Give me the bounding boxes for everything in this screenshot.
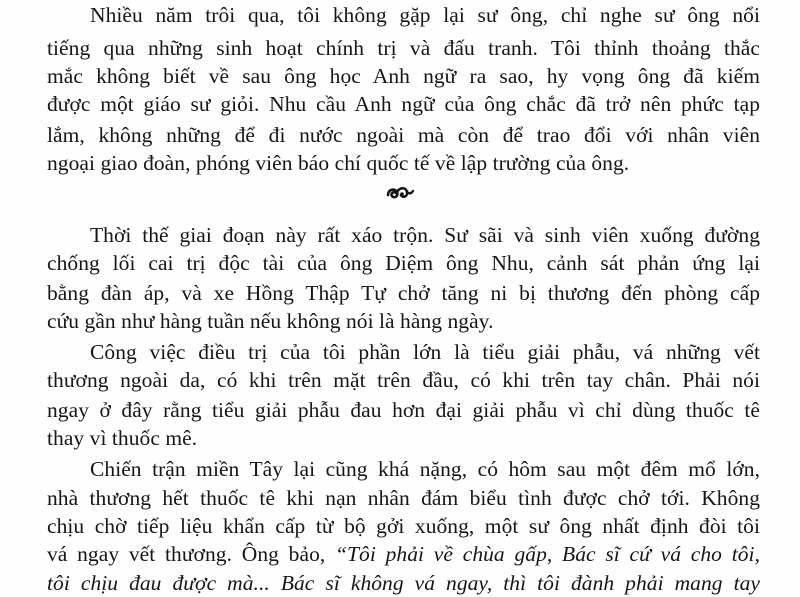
paragraph-2-line-4: cứu gần như hàng tuần nếu không nói là hàng ngày. bbox=[47, 309, 494, 333]
paragraph-3-line-2: thương ngoài da, có khi trên mặt trên đầu, có khi trên tay chân. Phải nói bbox=[47, 368, 760, 392]
paragraph-1-line-6: ngoại giao đoàn, phóng viên báo chí quốc tế về lập trường của ông. bbox=[47, 151, 630, 175]
section-ornament-icon bbox=[385, 183, 415, 203]
paragraph-3-line-1: Công việc điều trị của tôi phần lớn là tiểu giải phẫu, vá những vết bbox=[90, 340, 760, 364]
paragraph-4-line-1: Chiến trận miền Tây lại cũng khá nặng, có hôm sau một đêm mổ lớn, bbox=[90, 457, 760, 481]
paragraph-1-line-2: tiếng qua những sinh hoạt chính trị và đấu tranh. Tôi thỉnh thoảng thắc bbox=[47, 36, 760, 60]
paragraph-4-line-4-plain: vá ngay vết thương. Ông bảo, bbox=[47, 542, 336, 566]
paragraph-1-line-5: lắm, không những để đi nước ngoài mà còn để trao đổi với nhân viên bbox=[47, 123, 760, 147]
paragraph-4-line-2: nhà thương hết thuốc tê khi nạn nhân đám biểu tình được chở tới. Không bbox=[47, 486, 760, 510]
paragraph-1-line-3: mắc không biết về sau ông học Anh ngữ ra sao, hy vọng ông đã kiếm bbox=[47, 64, 760, 88]
paragraph-1-line-1: Nhiều năm trôi qua, tôi không gặp lại sư ông, chỉ nghe sư ông nổi bbox=[90, 3, 760, 27]
paragraph-3-line-3: ngay ở đây rằng tiểu giải phẫu đau hơn đại giải phẫu vì chỉ dùng thuốc tê bbox=[47, 398, 760, 422]
paragraph-4-line-4 bbox=[47, 541, 760, 567]
paragraph-4-line-5: tôi chịu đau được mà... Bác sĩ không vá ngay, thì tôi đành phải mang tay bbox=[47, 571, 760, 595]
paragraph-1-line-4: được một giáo sư giỏi. Nhu cầu Anh ngữ của ông chắc đã trở nên phức tạp bbox=[47, 92, 760, 116]
paragraph-2-line-2: chống lối cai trị độc tài của ông Diệm ông Nhu, cảnh sát phản ứng lại bbox=[47, 251, 760, 275]
paragraph-4-line-3: chịu chờ tiếp liệu khẩn cấp từ bộ gởi xuống, một sư ông nhất định đòi tôi bbox=[47, 514, 760, 538]
paragraph-3-line-4: thay vì thuốc mê. bbox=[47, 426, 198, 450]
paragraph-4-line-4-quote: “Tôi phải về chùa gấp, Bác sĩ cứ vá cho tôi, bbox=[335, 542, 760, 566]
paragraph-2-line-1: Thời thế giai đoạn này rất xáo trộn. Sư sãi và sinh viên xuống đường bbox=[90, 223, 760, 247]
paragraph-2-line-3: bằng đàn áp, và xe Hồng Thập Tự chở tăng ni bị thương đến phòng cấp bbox=[47, 281, 760, 305]
